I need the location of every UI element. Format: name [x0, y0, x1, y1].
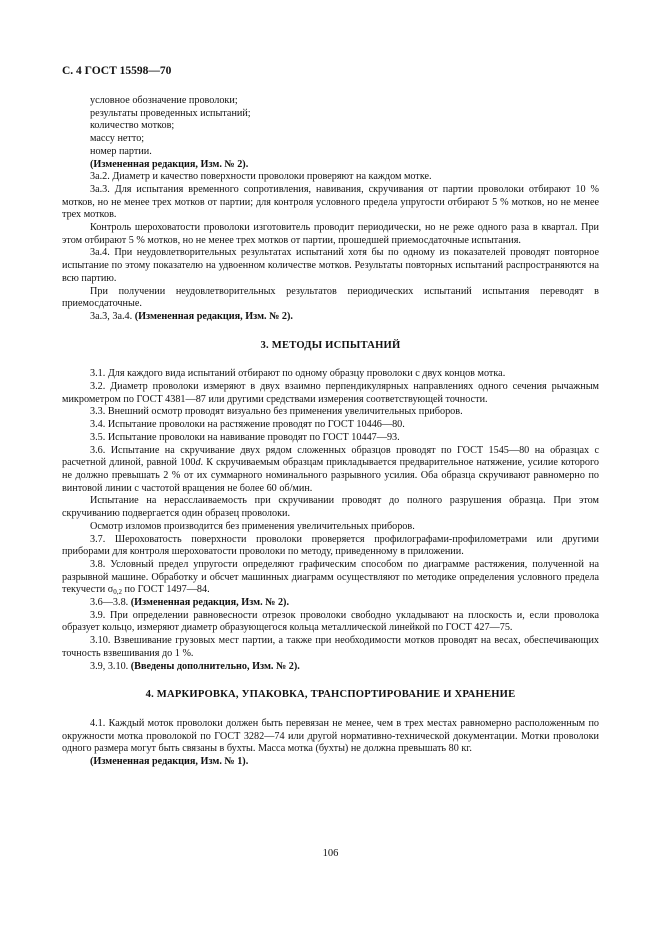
page-number: 106 [322, 848, 339, 859]
marking-list [62, 95, 599, 171]
list-item: количество мотков; [90, 120, 175, 132]
paragraph-3a2: 3а.2. Диаметр и качество поверхности проволоки проверяют на каждом мотке. [90, 171, 432, 183]
clause-ref: 3.9, 3.10. [90, 660, 131, 672]
list-item: результаты проведенных испытаний; [90, 107, 251, 119]
subscript: 0,2 [113, 588, 122, 597]
paragraph-3-6 [62, 445, 599, 496]
amendment-line [62, 661, 599, 674]
paragraph-3-6-text-a: 3.6. Испытание на скручивание двух рядом сложенных образцов проводят по ГОСТ 1545—80 на образцах с расчетной длиной, равной 100 [62, 444, 599, 469]
paragraph-periodic-tests: При получении неудовлетворительных результатов периодических испытаний испытания переводят в приемосдаточные. [62, 285, 599, 310]
edit-note: (Измененная редакция, Изм. № 2). [134, 310, 293, 322]
paragraph-3-1: 3.1. Для каждого вида испытаний отбирают по одному образцу проволоки с двух концов мотка. [90, 368, 506, 380]
edit-note: (Измененная редакция, Изм. № 2). [90, 158, 249, 170]
edit-note: (Измененная редакция, Изм. № 2). [130, 597, 289, 609]
amendment-line [62, 597, 599, 610]
section-3-title: 3. МЕТОДЫ ИСПЫТАНИЙ [260, 339, 401, 351]
paragraph-3a3: 3а.3. Для испытания временного сопротивления, навивания, скручивания от партии проволоки отбирают 10 % мотков, но не менее трех мотков от партии; для контроля условного предела упругости отбирают 5 % мотков, но не менее трех мотков. [62, 183, 599, 221]
amendment-line [62, 311, 599, 324]
section-4-title: 4. МАРКИРОВКА, УПАКОВКА, ТРАНСПОРТИРОВАНИЕ И ХРАНЕНИЕ [145, 689, 516, 701]
paragraph-fracture-inspection: Осмотр изломов производится без применения увеличительных приборов. [90, 520, 415, 532]
paragraph-4-1: 4.1. Каждый моток проволоки должен быть перевязан не менее, чем в трех местах равномерно расположенным по окружности мотка проволокой по ГОСТ 3282—74 или другой нормативно-технической документации. Мотки проволоки одного размера могут быть связаны в бухты. Масса мотка (бухты) не должна превышать 80 кг. [62, 717, 599, 755]
paragraph-3-4: 3.4. Испытание проволоки на растяжение проводят по ГОСТ 10446—80. [90, 419, 405, 431]
page-header: С. 4 ГОСТ 15598—70 [62, 65, 172, 77]
paragraph-3-5: 3.5. Испытание проволоки на навивание проводят по ГОСТ 10447—93. [90, 431, 400, 443]
list-item: номер партии. [90, 145, 152, 157]
paragraph-delamination: Испытание на нерасслаиваемость при скручивании проводят до полного разрушения образца. При этом скручиванию подвергается один образец проволоки. [62, 495, 599, 520]
edit-note: (Измененная редакция, Изм. № 1). [90, 756, 249, 768]
edit-note: (Введены дополнительно, Изм. № 2). [130, 660, 300, 672]
paragraph-3-7: 3.7. Шероховатость поверхности проволоки проверяется профилографами-профилометрами или другими приборами для контроля шероховатости проволоки по методу, приведенному в приложении. [62, 533, 599, 558]
paragraph-3-6-text-b: . К скручиваемым образцам прикладывается предварительное натяжение, усилие которого не должно превышать 2 % от их суммарного номинального разрывного усилия. Оба образца скручивают равномерно по винтовой линии с частотой вращения не более 60 об/мин. [62, 457, 599, 494]
paragraph-roughness-control: Контроль шероховатости проволоки изготовитель проводит периодически, но не реже одного раза в квартал. При этом отбирают 5 % мотков, но не менее трех мотков от партии, прошедшей приемосдаточные испытания. [62, 222, 599, 246]
paragraph-3-3: 3.3. Внешний осмотр проводят визуально без применения увеличительных приборов. [90, 406, 463, 418]
paragraph-3-2: 3.2. Диаметр проволоки измеряют в двух взаимно перпендикулярных направлениях одного сечения рычажным микрометром по ГОСТ 4381—87 или другими средствами измерения соответствующей точности. [62, 381, 599, 405]
paragraph-3-8 [62, 559, 599, 597]
diameter-symbol: d [195, 457, 201, 469]
list-item: условное обозначение проволоки; [90, 95, 238, 106]
paragraph-3-9: 3.9. При определении равновесности отрезок проволоки свободно укладывают на плоскость и, если проволока образует кольцо, измеряют диаметр образующегося кольца металлической линейкой по ГОСТ 427—75. [62, 609, 599, 634]
paragraph-3-8-text-a: 3.8. Условный предел упругости определяют графическим способом по диаграмме растяжения, полученной на разрывной машине. Обработку и обсчет машинных диаграмм осуществляют по методике определения условного предела текучести σ [62, 558, 599, 596]
clause-ref: 3а.3, 3а.4. [90, 310, 135, 322]
paragraph-3-8-text-b: по ГОСТ 1497—84. [122, 584, 210, 596]
paragraph-3a4: 3а.4. При неудовлетворительных результатах испытаний хотя бы по одному из показателей проводят повторное испытание по этому показателю на удвоенном количестве мотков. Результаты повторных испытаний распространяются на всю партию. [62, 247, 599, 284]
clause-ref: 3.6—3.8. [90, 597, 131, 609]
page-content [62, 95, 599, 769]
paragraph-3-10: 3.10. Взвешивание грузовых мест партии, а также при необходимости мотков проводят на весах, обеспечивающих точность взвешивания до 1 %. [62, 635, 599, 659]
list-item: массу нетто; [90, 133, 145, 145]
